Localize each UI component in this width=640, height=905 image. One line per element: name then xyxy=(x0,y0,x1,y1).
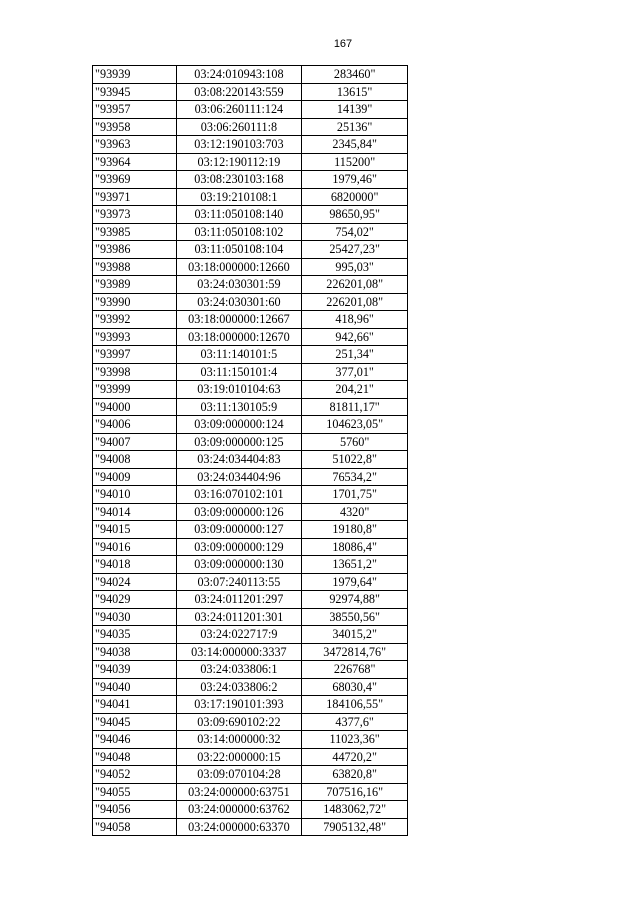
record-id-cell: "93957 xyxy=(93,101,177,119)
record-id-cell: "93989 xyxy=(93,276,177,294)
table-row xyxy=(93,276,408,294)
table-row xyxy=(93,696,408,714)
cadastral-number-cell: 03:22:000000:15 xyxy=(176,748,302,766)
record-id-cell: "94000 xyxy=(93,398,177,416)
table-row xyxy=(93,801,408,819)
value-cell: 51022,8" xyxy=(302,451,408,469)
value-cell: 25136" xyxy=(302,118,408,136)
value-cell: 7905132,48" xyxy=(302,818,408,836)
cadastral-number-cell: 03:09:070104:28 xyxy=(176,766,302,784)
cadastral-number-cell: 03:06:260111:124 xyxy=(176,101,302,119)
cadastral-number-cell: 03:09:000000:129 xyxy=(176,538,302,556)
value-cell: 63820,8" xyxy=(302,766,408,784)
record-id-cell: "94041 xyxy=(93,696,177,714)
record-id-cell: "93939 xyxy=(93,66,177,84)
table-row xyxy=(93,66,408,84)
record-id-cell: "93973 xyxy=(93,206,177,224)
cadastral-number-cell: 03:24:000000:63762 xyxy=(176,801,302,819)
record-id-cell: "94018 xyxy=(93,556,177,574)
record-id-cell: "94029 xyxy=(93,591,177,609)
value-cell: 104623,05" xyxy=(302,416,408,434)
table-row xyxy=(93,153,408,171)
value-cell: 115200" xyxy=(302,153,408,171)
record-id-cell: "93971 xyxy=(93,188,177,206)
table-row xyxy=(93,83,408,101)
cadastral-number-cell: 03:09:000000:126 xyxy=(176,503,302,521)
value-cell: 5760" xyxy=(302,433,408,451)
value-cell: 3472814,76" xyxy=(302,643,408,661)
table-row xyxy=(93,206,408,224)
cadastral-number-cell: 03:14:000000:3337 xyxy=(176,643,302,661)
data-table xyxy=(92,65,408,836)
record-id-cell: "93993 xyxy=(93,328,177,346)
record-id-cell: "93964 xyxy=(93,153,177,171)
record-id-cell: "94035 xyxy=(93,626,177,644)
value-cell: 226201,08" xyxy=(302,276,408,294)
record-id-cell: "93990 xyxy=(93,293,177,311)
cadastral-number-cell: 03:11:130105:9 xyxy=(176,398,302,416)
value-cell: 942,66" xyxy=(302,328,408,346)
record-id-cell: "94045 xyxy=(93,713,177,731)
value-cell: 38550,56" xyxy=(302,608,408,626)
value-cell: 92974,88" xyxy=(302,591,408,609)
cadastral-number-cell: 03:24:034404:96 xyxy=(176,468,302,486)
record-id-cell: "94040 xyxy=(93,678,177,696)
value-cell: 283460" xyxy=(302,66,408,84)
cadastral-number-cell: 03:18:000000:12667 xyxy=(176,311,302,329)
cadastral-number-cell: 03:24:011201:297 xyxy=(176,591,302,609)
value-cell: 11023,36" xyxy=(302,731,408,749)
cadastral-number-cell: 03:24:034404:83 xyxy=(176,451,302,469)
table-row xyxy=(93,766,408,784)
value-cell: 18086,4" xyxy=(302,538,408,556)
record-id-cell: "94007 xyxy=(93,433,177,451)
cadastral-number-cell: 03:08:230103:168 xyxy=(176,171,302,189)
cadastral-number-cell: 03:19:210108:1 xyxy=(176,188,302,206)
cadastral-number-cell: 03:17:190101:393 xyxy=(176,696,302,714)
value-cell: 377,01" xyxy=(302,363,408,381)
cadastral-number-cell: 03:24:010943:108 xyxy=(176,66,302,84)
value-cell: 251,34" xyxy=(302,346,408,364)
cadastral-number-cell: 03:24:022717:9 xyxy=(176,626,302,644)
record-id-cell: "94024 xyxy=(93,573,177,591)
value-cell: 995,03" xyxy=(302,258,408,276)
table-row xyxy=(93,818,408,836)
table-row xyxy=(93,678,408,696)
cadastral-number-cell: 03:08:220143:559 xyxy=(176,83,302,101)
record-id-cell: "93963 xyxy=(93,136,177,154)
record-id-cell: "94015 xyxy=(93,521,177,539)
table-row xyxy=(93,556,408,574)
value-cell: 14139" xyxy=(302,101,408,119)
record-id-cell: "93986 xyxy=(93,241,177,259)
table-row xyxy=(93,783,408,801)
record-id-cell: "94039 xyxy=(93,661,177,679)
cadastral-number-cell: 03:11:140101:5 xyxy=(176,346,302,364)
table-row xyxy=(93,433,408,451)
record-id-cell: "94058 xyxy=(93,818,177,836)
cadastral-number-cell: 03:09:690102:22 xyxy=(176,713,302,731)
cadastral-number-cell: 03:19:010104:63 xyxy=(176,381,302,399)
record-id-cell: "94010 xyxy=(93,486,177,504)
cadastral-number-cell: 03:18:000000:12670 xyxy=(176,328,302,346)
cadastral-number-cell: 03:12:190112:19 xyxy=(176,153,302,171)
value-cell: 68030,4" xyxy=(302,678,408,696)
value-cell: 4377,6" xyxy=(302,713,408,731)
page-number: 167 xyxy=(333,38,353,50)
cadastral-number-cell: 03:11:050108:102 xyxy=(176,223,302,241)
record-id-cell: "93958 xyxy=(93,118,177,136)
cadastral-number-cell: 03:09:000000:124 xyxy=(176,416,302,434)
table-row xyxy=(93,643,408,661)
cadastral-number-cell: 03:24:033806:2 xyxy=(176,678,302,696)
table-row xyxy=(93,451,408,469)
table-row xyxy=(93,188,408,206)
table-row xyxy=(93,171,408,189)
table-row xyxy=(93,521,408,539)
record-id-cell: "94009 xyxy=(93,468,177,486)
record-id-cell: "94030 xyxy=(93,608,177,626)
record-id-cell: "93985 xyxy=(93,223,177,241)
record-id-cell: "94048 xyxy=(93,748,177,766)
value-cell: 184106,55" xyxy=(302,696,408,714)
cadastral-number-cell: 03:06:260111:8 xyxy=(176,118,302,136)
table-row xyxy=(93,416,408,434)
table-row xyxy=(93,241,408,259)
table-row xyxy=(93,748,408,766)
value-cell: 2345,84" xyxy=(302,136,408,154)
cadastral-number-cell: 03:09:000000:130 xyxy=(176,556,302,574)
record-id-cell: "93969 xyxy=(93,171,177,189)
value-cell: 44720,2" xyxy=(302,748,408,766)
record-id-cell: "94016 xyxy=(93,538,177,556)
record-id-cell: "93945 xyxy=(93,83,177,101)
record-id-cell: "93992 xyxy=(93,311,177,329)
table-row xyxy=(93,223,408,241)
record-id-cell: "94008 xyxy=(93,451,177,469)
table-row xyxy=(93,293,408,311)
table-row xyxy=(93,398,408,416)
table-row xyxy=(93,328,408,346)
value-cell: 13615" xyxy=(302,83,408,101)
value-cell: 1979,64" xyxy=(302,573,408,591)
table-row xyxy=(93,311,408,329)
cadastral-number-cell: 03:09:000000:127 xyxy=(176,521,302,539)
cadastral-number-cell: 03:07:240113:55 xyxy=(176,573,302,591)
record-id-cell: "94056 xyxy=(93,801,177,819)
cadastral-number-cell: 03:24:000000:63370 xyxy=(176,818,302,836)
value-cell: 4320" xyxy=(302,503,408,521)
value-cell: 1979,46" xyxy=(302,171,408,189)
table-row xyxy=(93,626,408,644)
cadastral-number-cell: 03:09:000000:125 xyxy=(176,433,302,451)
table-row xyxy=(93,503,408,521)
cadastral-number-cell: 03:12:190103:703 xyxy=(176,136,302,154)
record-id-cell: "94006 xyxy=(93,416,177,434)
value-cell: 1483062,72" xyxy=(302,801,408,819)
value-cell: 707516,16" xyxy=(302,783,408,801)
table-row xyxy=(93,591,408,609)
table-row xyxy=(93,468,408,486)
table-row xyxy=(93,258,408,276)
table-row xyxy=(93,118,408,136)
table-row xyxy=(93,538,408,556)
cadastral-number-cell: 03:14:000000:32 xyxy=(176,731,302,749)
table-row xyxy=(93,713,408,731)
record-id-cell: "94014 xyxy=(93,503,177,521)
table-row xyxy=(93,608,408,626)
record-id-cell: "94046 xyxy=(93,731,177,749)
cadastral-number-cell: 03:18:000000:12660 xyxy=(176,258,302,276)
record-id-cell: "93998 xyxy=(93,363,177,381)
value-cell: 25427,23" xyxy=(302,241,408,259)
value-cell: 1701,75" xyxy=(302,486,408,504)
cadastral-number-cell: 03:24:000000:63751 xyxy=(176,783,302,801)
table-row xyxy=(93,346,408,364)
value-cell: 19180,8" xyxy=(302,521,408,539)
value-cell: 754,02" xyxy=(302,223,408,241)
table-body xyxy=(93,66,408,836)
record-id-cell: "94052 xyxy=(93,766,177,784)
record-id-cell: "94055 xyxy=(93,783,177,801)
table-row xyxy=(93,381,408,399)
value-cell: 204,21" xyxy=(302,381,408,399)
record-id-cell: "93999 xyxy=(93,381,177,399)
value-cell: 226768" xyxy=(302,661,408,679)
value-cell: 13651,2" xyxy=(302,556,408,574)
table-row xyxy=(93,136,408,154)
value-cell: 34015,2" xyxy=(302,626,408,644)
table-row xyxy=(93,731,408,749)
cadastral-number-cell: 03:11:050108:140 xyxy=(176,206,302,224)
value-cell: 76534,2" xyxy=(302,468,408,486)
cadastral-number-cell: 03:24:011201:301 xyxy=(176,608,302,626)
cadastral-number-cell: 03:11:150101:4 xyxy=(176,363,302,381)
value-cell: 226201,08" xyxy=(302,293,408,311)
cadastral-number-cell: 03:24:033806:1 xyxy=(176,661,302,679)
table-row xyxy=(93,486,408,504)
value-cell: 98650,95" xyxy=(302,206,408,224)
table-row xyxy=(93,573,408,591)
cadastral-number-cell: 03:16:070102:101 xyxy=(176,486,302,504)
record-id-cell: "93997 xyxy=(93,346,177,364)
cadastral-number-cell: 03:24:030301:59 xyxy=(176,276,302,294)
record-id-cell: "94038 xyxy=(93,643,177,661)
cadastral-number-cell: 03:24:030301:60 xyxy=(176,293,302,311)
table-row xyxy=(93,101,408,119)
value-cell: 418,96" xyxy=(302,311,408,329)
table-row xyxy=(93,363,408,381)
value-cell: 6820000" xyxy=(302,188,408,206)
record-id-cell: "93988 xyxy=(93,258,177,276)
value-cell: 81811,17" xyxy=(302,398,408,416)
cadastral-number-cell: 03:11:050108:104 xyxy=(176,241,302,259)
table-row xyxy=(93,661,408,679)
